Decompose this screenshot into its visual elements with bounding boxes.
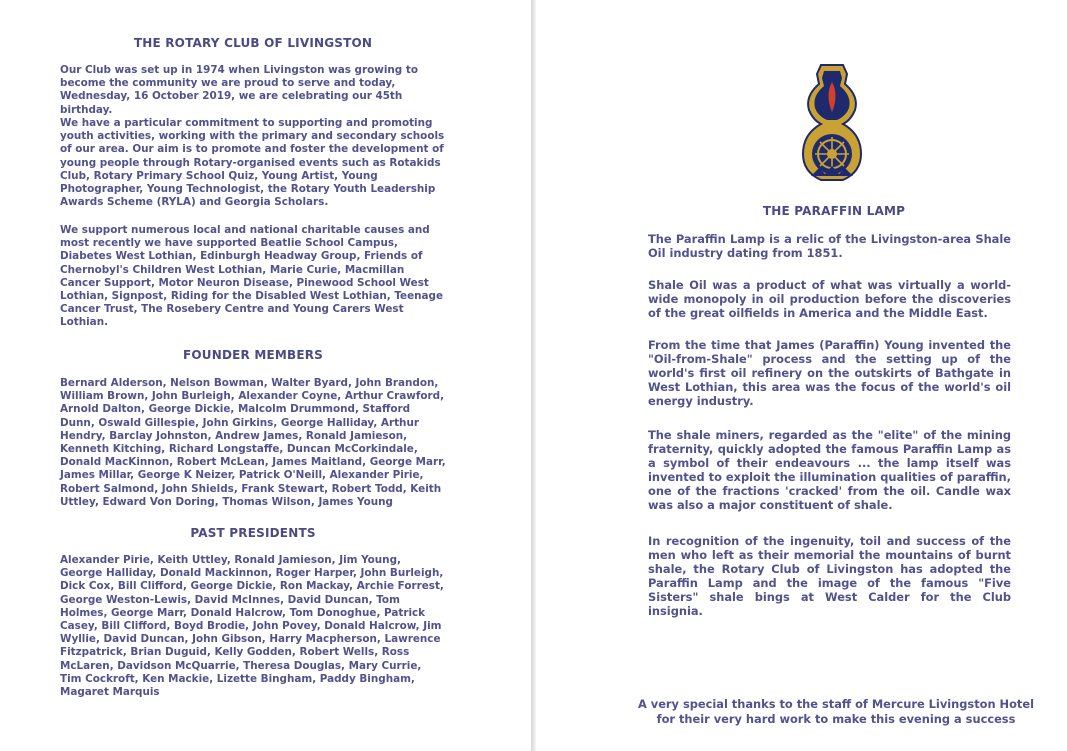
founders-heading: FOUNDER MEMBERS: [182, 348, 324, 362]
presidents-heading: PAST PRESIDENTS: [190, 526, 316, 540]
lamp-paragraph-3: From the time that James (Paraffin) Young invented the "Oil-from-Shale" process and the setting up of the world's first oil refinery on the outskirts of Bathgate in West Lothian, this area was the focus of the world's oil energy industry.: [648, 338, 1011, 408]
charity-paragraph: We support numerous local and national charitable causes and most recently we have supported Beatlie School Campus, Diabetes West Lothian, Edinburgh Headway Group, Friends of Chernobyl's Children West Lothian, Marie Curie, Macmillan Cancer Support, Motor Neuron Disease, Pinewood School West Lothian, Signpost, Riding for the Disabled West Lothian, Teenage Cancer Trust, The Rosebery Centre and Young Carers West Lothian.: [60, 224, 444, 329]
lamp-paragraph-4: The shale miners, regarded as the "elite" of the mining fraternity, quickly adopted the famous Paraffin Lamp as a symbol of their endeavours ... the lamp itself was invented to exploit the illumination qualities of paraffin, one of the fractions 'cracked' from the oil. Candle wax was also a major constituent of shale.: [648, 428, 1011, 512]
intro-paragraph: Our Club was set up in 1974 when Livingston was growing to become the community we are proud to serve and today, Wednesday, 16 October 2019, we are celebrating our 45th birthday.: [60, 64, 418, 116]
lamp-paragraph-5: In recognition of the ingenuity, toil and success of the men who left as their memorial the mountains of burnt shale, the Rotary Club of Livingston has adopted the Paraffin Lamp and the image of the famous "Five Sisters" shale bings at West Calder for the Club insignia.: [648, 534, 1011, 618]
thanks-note: [626, 697, 1046, 727]
presidents-list: Alexander Pirie, Keith Uttley, Ronald Jamieson, Jim Young, George Halliday, Donald Mackinnon, Roger Harper, John Burleigh, Dick Cox, Bill Clifford, George Dickie, Ron Mackay, Archie Forrest, George Weston-Lewis, David McInnes, David Duncan, Tom Holmes, George Marr, Donald Halcrow, Tom Donoghue, Patrick Casey, Bill Clifford, Boyd Brodie, John Povey, Donald Halcrow, Jim Wyllie, David Duncan, John Gibson, Harry Macpherson, Lawrence Fitzpatrick, Brian Duguid, Kelly Godden, Robert Wells, Ross McLaren, Davidson McQuarrie, Theresa Douglas, Mary Currie, Tim Cockroft, Ken Mackie, Lizette Bingham, Paddy Bingham, Magaret Marquis: [60, 554, 444, 699]
lamp-paragraph-2: Shale Oil was a product of what was virtually a world-wide monopoly in oil production before the discoveries of the great oilfields in America and the Middle East.: [648, 278, 1011, 320]
thanks-line-2: for their very hard work to make this evening a success: [656, 712, 1016, 726]
lamp-title: THE PARAFFIN LAMP: [762, 204, 906, 218]
club-title: THE ROTARY CLUB OF LIVINGSTON: [133, 36, 373, 50]
paraffin-lamp-emblem-icon: [797, 62, 867, 184]
lamp-paragraph-1: The Paraffin Lamp is a relic of the Livingston-area Shale Oil industry dating from 1851.: [648, 232, 1011, 260]
founders-list: Bernard Alderson, Nelson Bowman, Walter Byard, John Brandon, William Brown, John Burleigh, Alexander Coyne, Arthur Crawford, Arnold Dalton, George Dickie, Malcolm Drummond, Stafford Dunn, Oswald Gillespie, John Girkins, George Halliday, Arthur Hendry, Barclay Johnston, Andrew James, Ronald Jamieson, Kenneth Kitching, Richard Longstaffe, Duncan McCorkindale, Donald MacKinnon, Robert McLean, James Maitland, George Marr, James Millar, George K Neizer, Patrick O'Neill, Alexander Pirie, Robert Salmond, John Shields, Frank Stewart, Robert Todd, Keith Uttley, Edward Von Doring, Thomas Wilson, James Young: [60, 377, 446, 508]
right-page: [536, 0, 1067, 751]
left-page: [0, 0, 532, 751]
youth-paragraph: We have a particular commitment to supporting and promoting youth activities, working with the primary and secondary schools of our area. Our aim is to promote and foster the development of young people through Rotary-organised events such as Rotakids Club, Rotary Primary School Quiz, Young Artist, Young Photographer, Young Technologist, the Rotary Youth Leadership Awards Scheme (RYLA) and Georgia Scholars.: [60, 117, 445, 209]
thanks-line-1: A very special thanks to the staff of Mercure Livingston Hotel: [638, 697, 1034, 711]
